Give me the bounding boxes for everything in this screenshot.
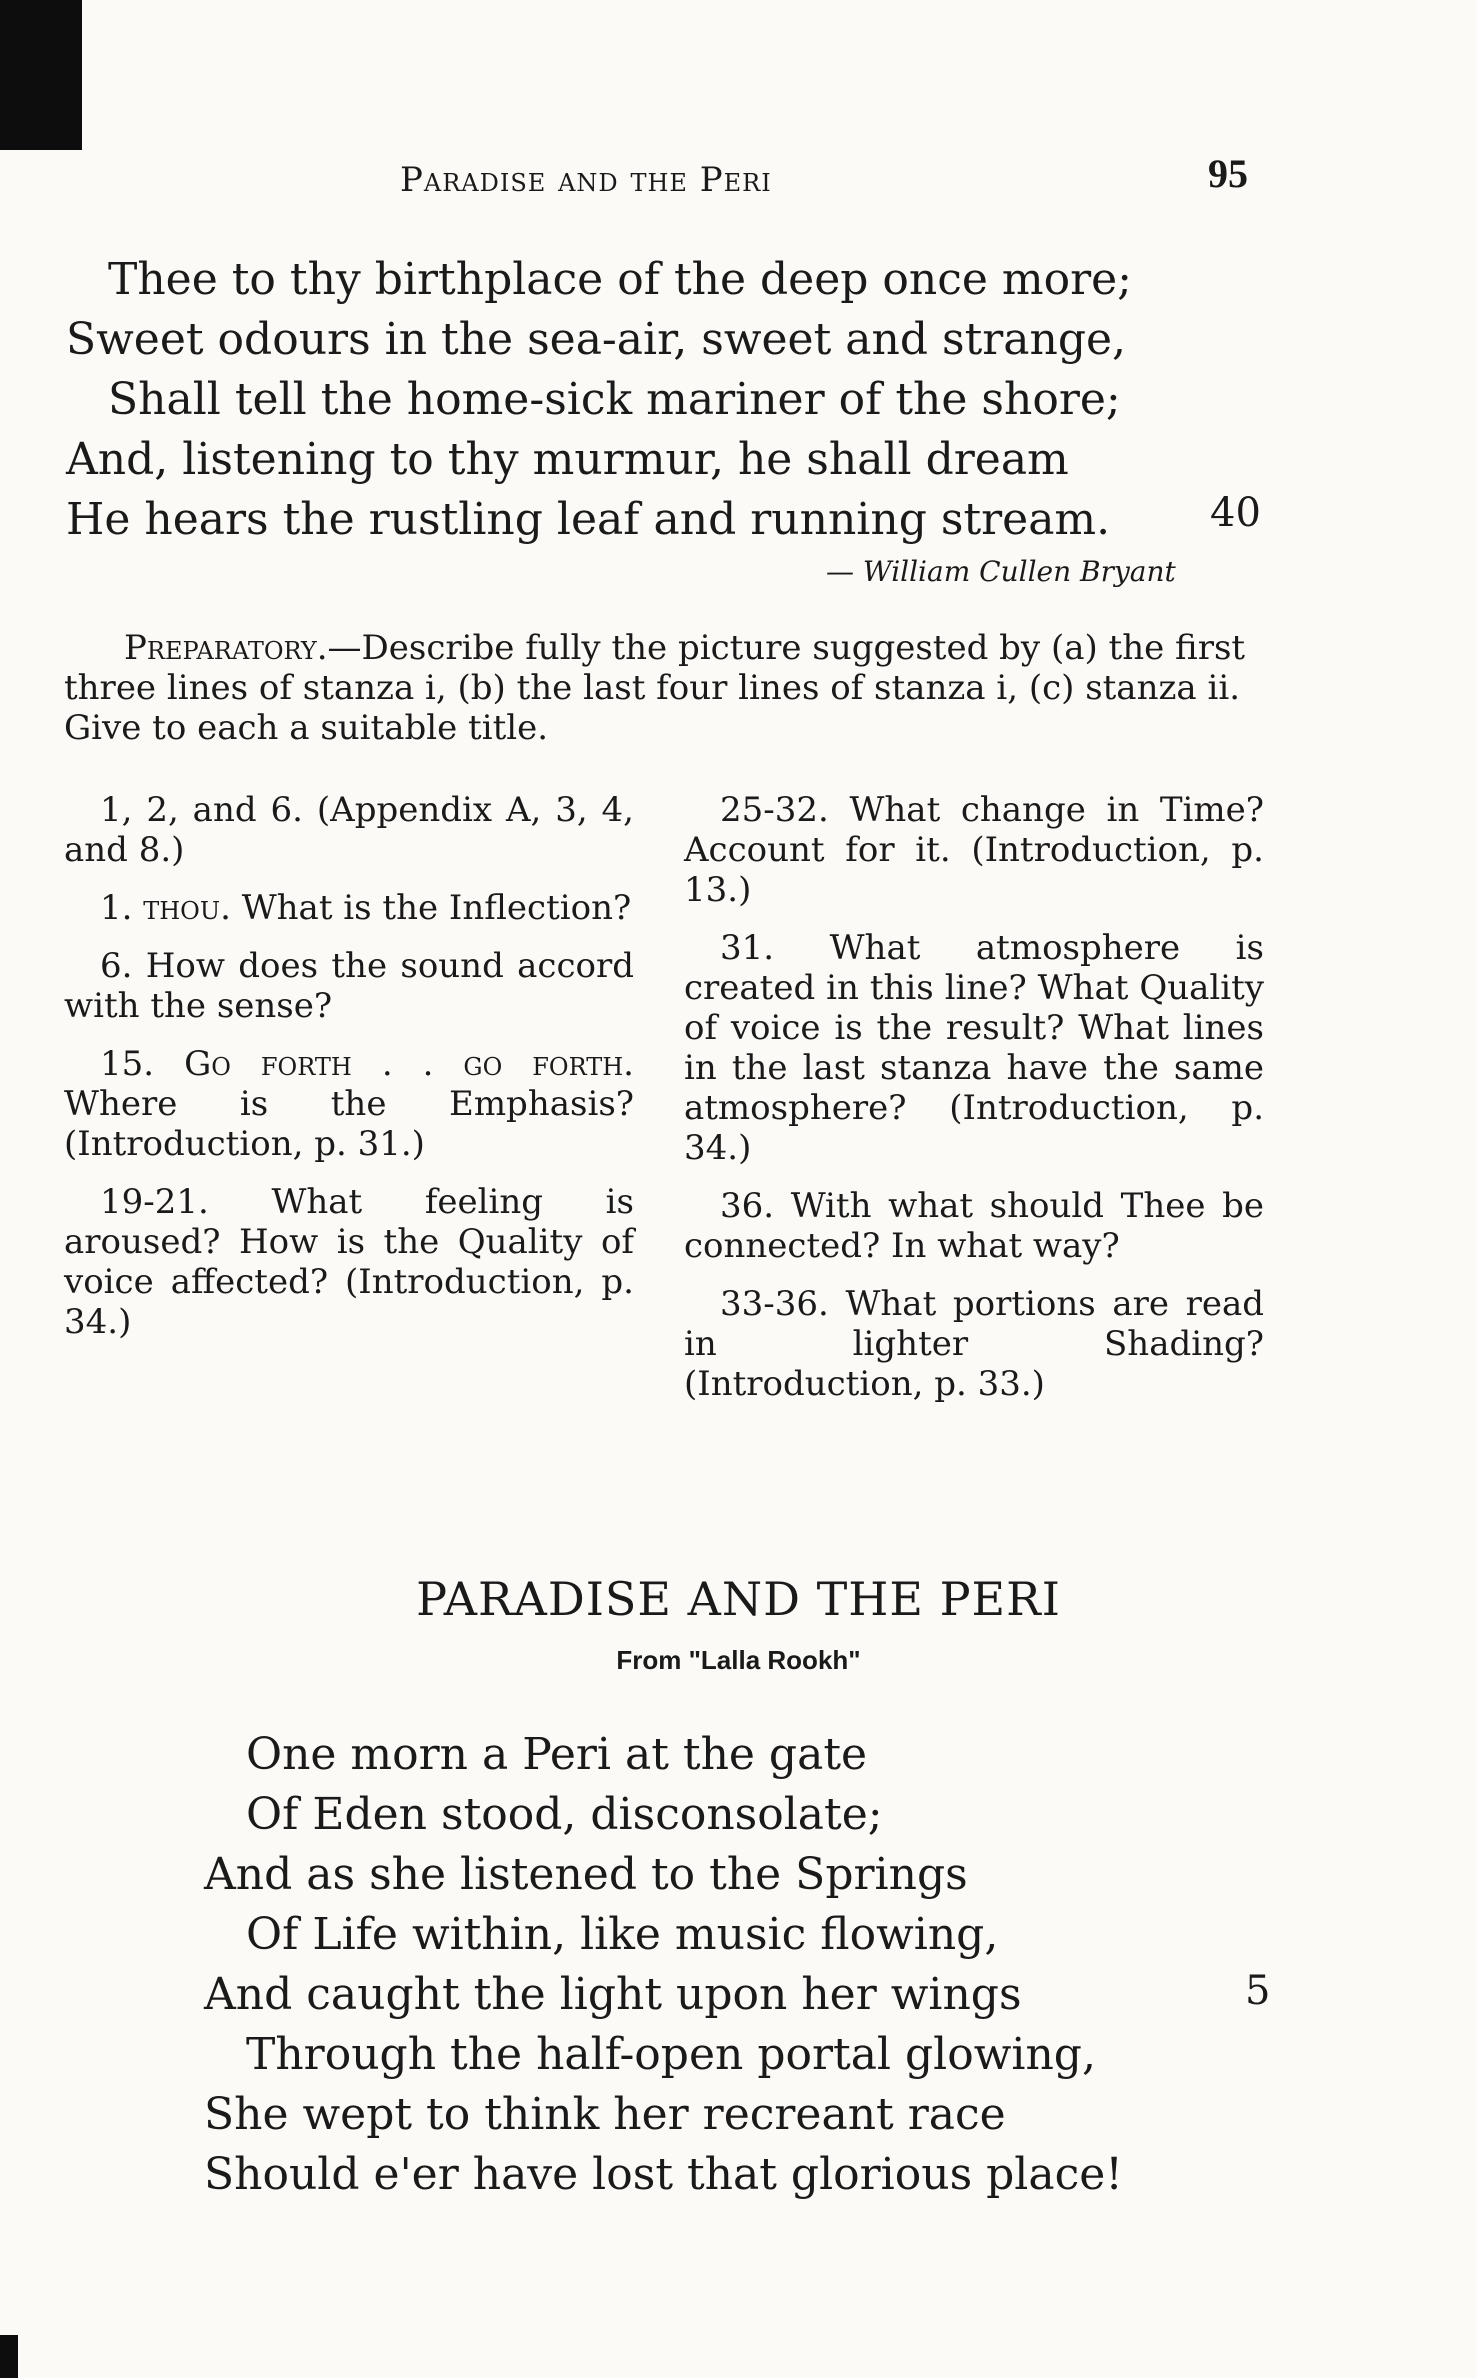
poem-line: Shall tell the home-sick mariner of the shore; <box>108 374 1121 425</box>
note: 1. thou. What is the Inflection? <box>100 888 632 928</box>
note: 15. Go forth . . go forth. Where is the Emphasis? (Introduction, p. 31.) <box>64 1044 634 1164</box>
note: 25-32. What change in Time? Account for it. (Introduction, p. 13.) <box>684 790 1264 910</box>
notes-right-column <box>684 790 1264 1422</box>
poem-line: And as she listened to the Springs <box>204 1849 968 1900</box>
poem-line: Sweet odours in the sea-air, sweet and strange, <box>66 314 1127 365</box>
poem-line: And, listening to thy murmur, he shall dream <box>66 434 1069 485</box>
scan-edge-mark-bottom <box>0 2335 18 2378</box>
running-header-title: Paradise and the Peri <box>400 160 772 200</box>
section-title: PARADISE AND THE PERI <box>416 1572 1061 1626</box>
note: 33-36. What portions are read in lighter Shading? (Introduction, p. 33.) <box>684 1284 1264 1404</box>
poem-line: One morn a Peri at the gate <box>246 1729 868 1780</box>
line-number: 40 <box>1210 490 1261 536</box>
poem-line: Of Eden stood, disconsolate; <box>246 1789 883 1840</box>
poem-line: Should e'er have lost that glorious place! <box>204 2149 1123 2200</box>
line-number: 5 <box>1245 1968 1271 2014</box>
note: 36. With what should Thee be connected? In what way? <box>684 1186 1264 1266</box>
note: 6. How does the sound accord with the sense? <box>64 946 634 1026</box>
poem-line: She wept to think her recreant race <box>204 2089 1006 2140</box>
preparatory-note <box>64 628 1264 748</box>
note: 31. What atmosphere is created in this line? What Quality of voice is the result? What lines in the last stanza have the same atmosphere? (Introduction, p. 34.) <box>684 928 1264 1168</box>
poem-opening <box>204 1725 1123 2205</box>
poem-attribution: — William Cullen Bryant <box>826 555 1176 588</box>
poem-line: And caught the light upon her wings <box>204 1969 1022 2020</box>
scan-edge-mark <box>0 0 82 150</box>
preparatory-lead: Preparatory. <box>124 628 328 668</box>
poem-line: Thee to thy birthplace of the deep once more; <box>108 254 1133 305</box>
poem-line: Of Life within, like music flowing, <box>246 1909 999 1960</box>
notes-left-column <box>64 790 634 1360</box>
poem-line: Through the half-open portal glowing, <box>246 2029 1096 2080</box>
poem-stanza-end <box>66 250 1132 550</box>
page-number: 95 <box>1208 151 1248 196</box>
section-subtitle: From "Lalla Rookh" <box>616 1645 861 1675</box>
preparatory-text: —Describe fully the picture suggested by (a) the first three lines of stanza i, (b) the last four lines of stanza i, (c) stanza ii. Give to each a suitable title. <box>64 628 1246 748</box>
note: 19-21. What feeling is aroused? How is the Quality of voice affected? (Introduction, p. 34.) <box>64 1182 634 1342</box>
note: 1, 2, and 6. (Appendix A, 3, 4, and 8.) <box>64 790 634 870</box>
poem-line: He hears the rustling leaf and running stream. <box>66 494 1111 545</box>
